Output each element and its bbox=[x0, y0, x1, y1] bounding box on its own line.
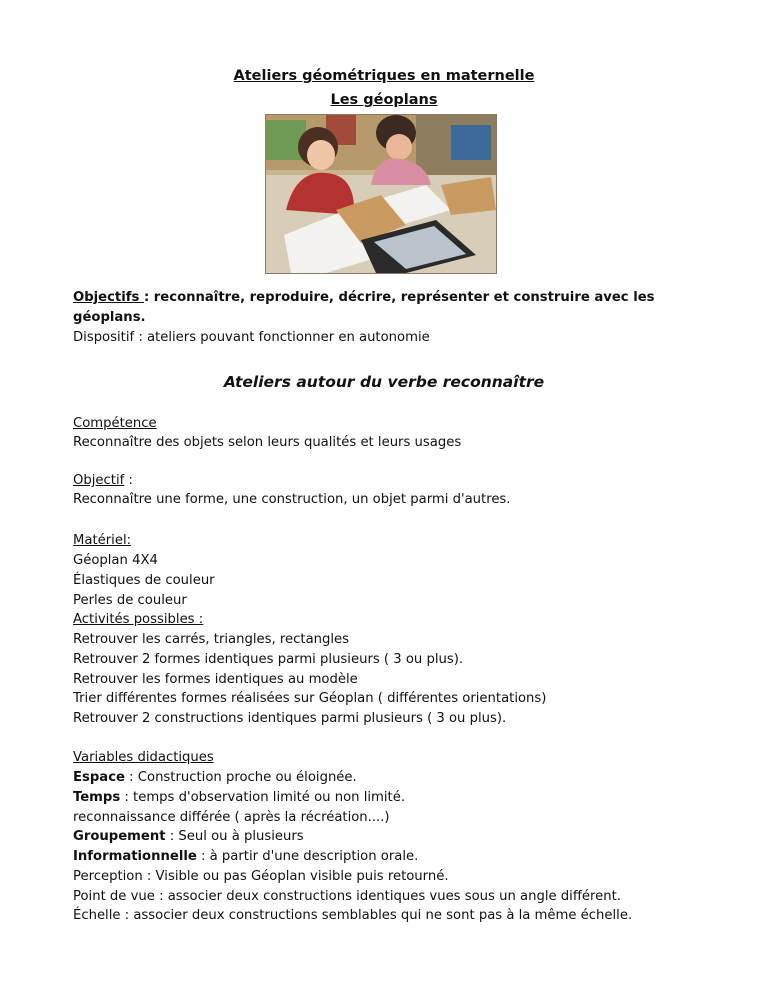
variable-reconnaissance: reconnaissance différée ( après la récréation....) bbox=[73, 810, 390, 825]
materiel-label: Matériel: bbox=[73, 533, 132, 548]
variable-temps bbox=[73, 789, 405, 807]
dispositif-text: Dispositif : ateliers pouvant fonctionner en autonomie bbox=[73, 330, 430, 345]
objectives-line-1 bbox=[73, 289, 655, 307]
materiel-item: Perles de couleur bbox=[73, 593, 187, 608]
competence-label: Compétence bbox=[73, 416, 157, 431]
variable-text: : à partir d'une description orale. bbox=[196, 849, 419, 864]
variable-point-de-vue: Point de vue : associer deux constructions identiques vues sous un angle différent. bbox=[73, 889, 621, 904]
variable-text: : Seul ou à plusieurs bbox=[165, 829, 304, 844]
activite-item: Retrouver les carrés, triangles, rectangles bbox=[73, 632, 350, 647]
variable-groupement bbox=[73, 828, 304, 846]
variable-term: Temps bbox=[73, 790, 121, 805]
variable-term: Informationnelle bbox=[73, 849, 197, 864]
activite-item: Trier différentes formes réalisées sur Géoplan ( différentes orientations) bbox=[73, 691, 547, 706]
materiel-item: Géoplan 4X4 bbox=[73, 553, 158, 568]
objectif-heading bbox=[73, 472, 133, 490]
activite-item: Retrouver les formes identiques au modèle bbox=[73, 672, 358, 687]
classroom-photo-icon bbox=[266, 115, 496, 273]
variable-text: : Construction proche ou éloignée. bbox=[124, 770, 357, 785]
activite-item: Retrouver 2 formes identiques parmi plusieurs ( 3 ou plus). bbox=[73, 652, 464, 667]
activites-label: Activités possibles : bbox=[73, 612, 204, 627]
objectif-suffix: : bbox=[124, 473, 133, 488]
variable-perception: Perception : Visible ou pas Géoplan visible puis retourné. bbox=[73, 869, 449, 884]
variable-informationnelle bbox=[73, 848, 418, 866]
classroom-photo bbox=[265, 114, 497, 274]
variable-term: Espace bbox=[73, 770, 125, 785]
objectif-text: Reconnaître une forme, une construction, un objet parmi d'autres. bbox=[73, 492, 511, 507]
document-subtitle: Les géoplans bbox=[330, 92, 438, 108]
variable-term: Groupement bbox=[73, 829, 166, 844]
competence-text: Reconnaître des objets selon leurs qualités et leurs usages bbox=[73, 435, 462, 450]
document-title: Ateliers géométriques en maternelle bbox=[233, 68, 535, 84]
objectives-text: : reconnaître, reproduire, décrire, représenter et construire avec les bbox=[143, 290, 655, 305]
section-heading: Ateliers autour du verbe reconnaître bbox=[223, 373, 545, 391]
materiel-item: Élastiques de couleur bbox=[73, 573, 215, 588]
objectif-label: Objectif bbox=[73, 473, 125, 488]
variable-echelle: Échelle : associer deux constructions semblables qui ne sont pas à la même échelle. bbox=[73, 908, 633, 923]
activite-item: Retrouver 2 constructions identiques parmi plusieurs ( 3 ou plus). bbox=[73, 711, 507, 726]
objectives-line-2: géoplans. bbox=[73, 310, 146, 325]
variable-text: : temps d'observation limité ou non limité. bbox=[120, 790, 406, 805]
variables-label: Variables didactiques bbox=[73, 750, 214, 765]
objectives-label: Objectifs bbox=[73, 290, 144, 305]
variable-espace bbox=[73, 769, 357, 787]
